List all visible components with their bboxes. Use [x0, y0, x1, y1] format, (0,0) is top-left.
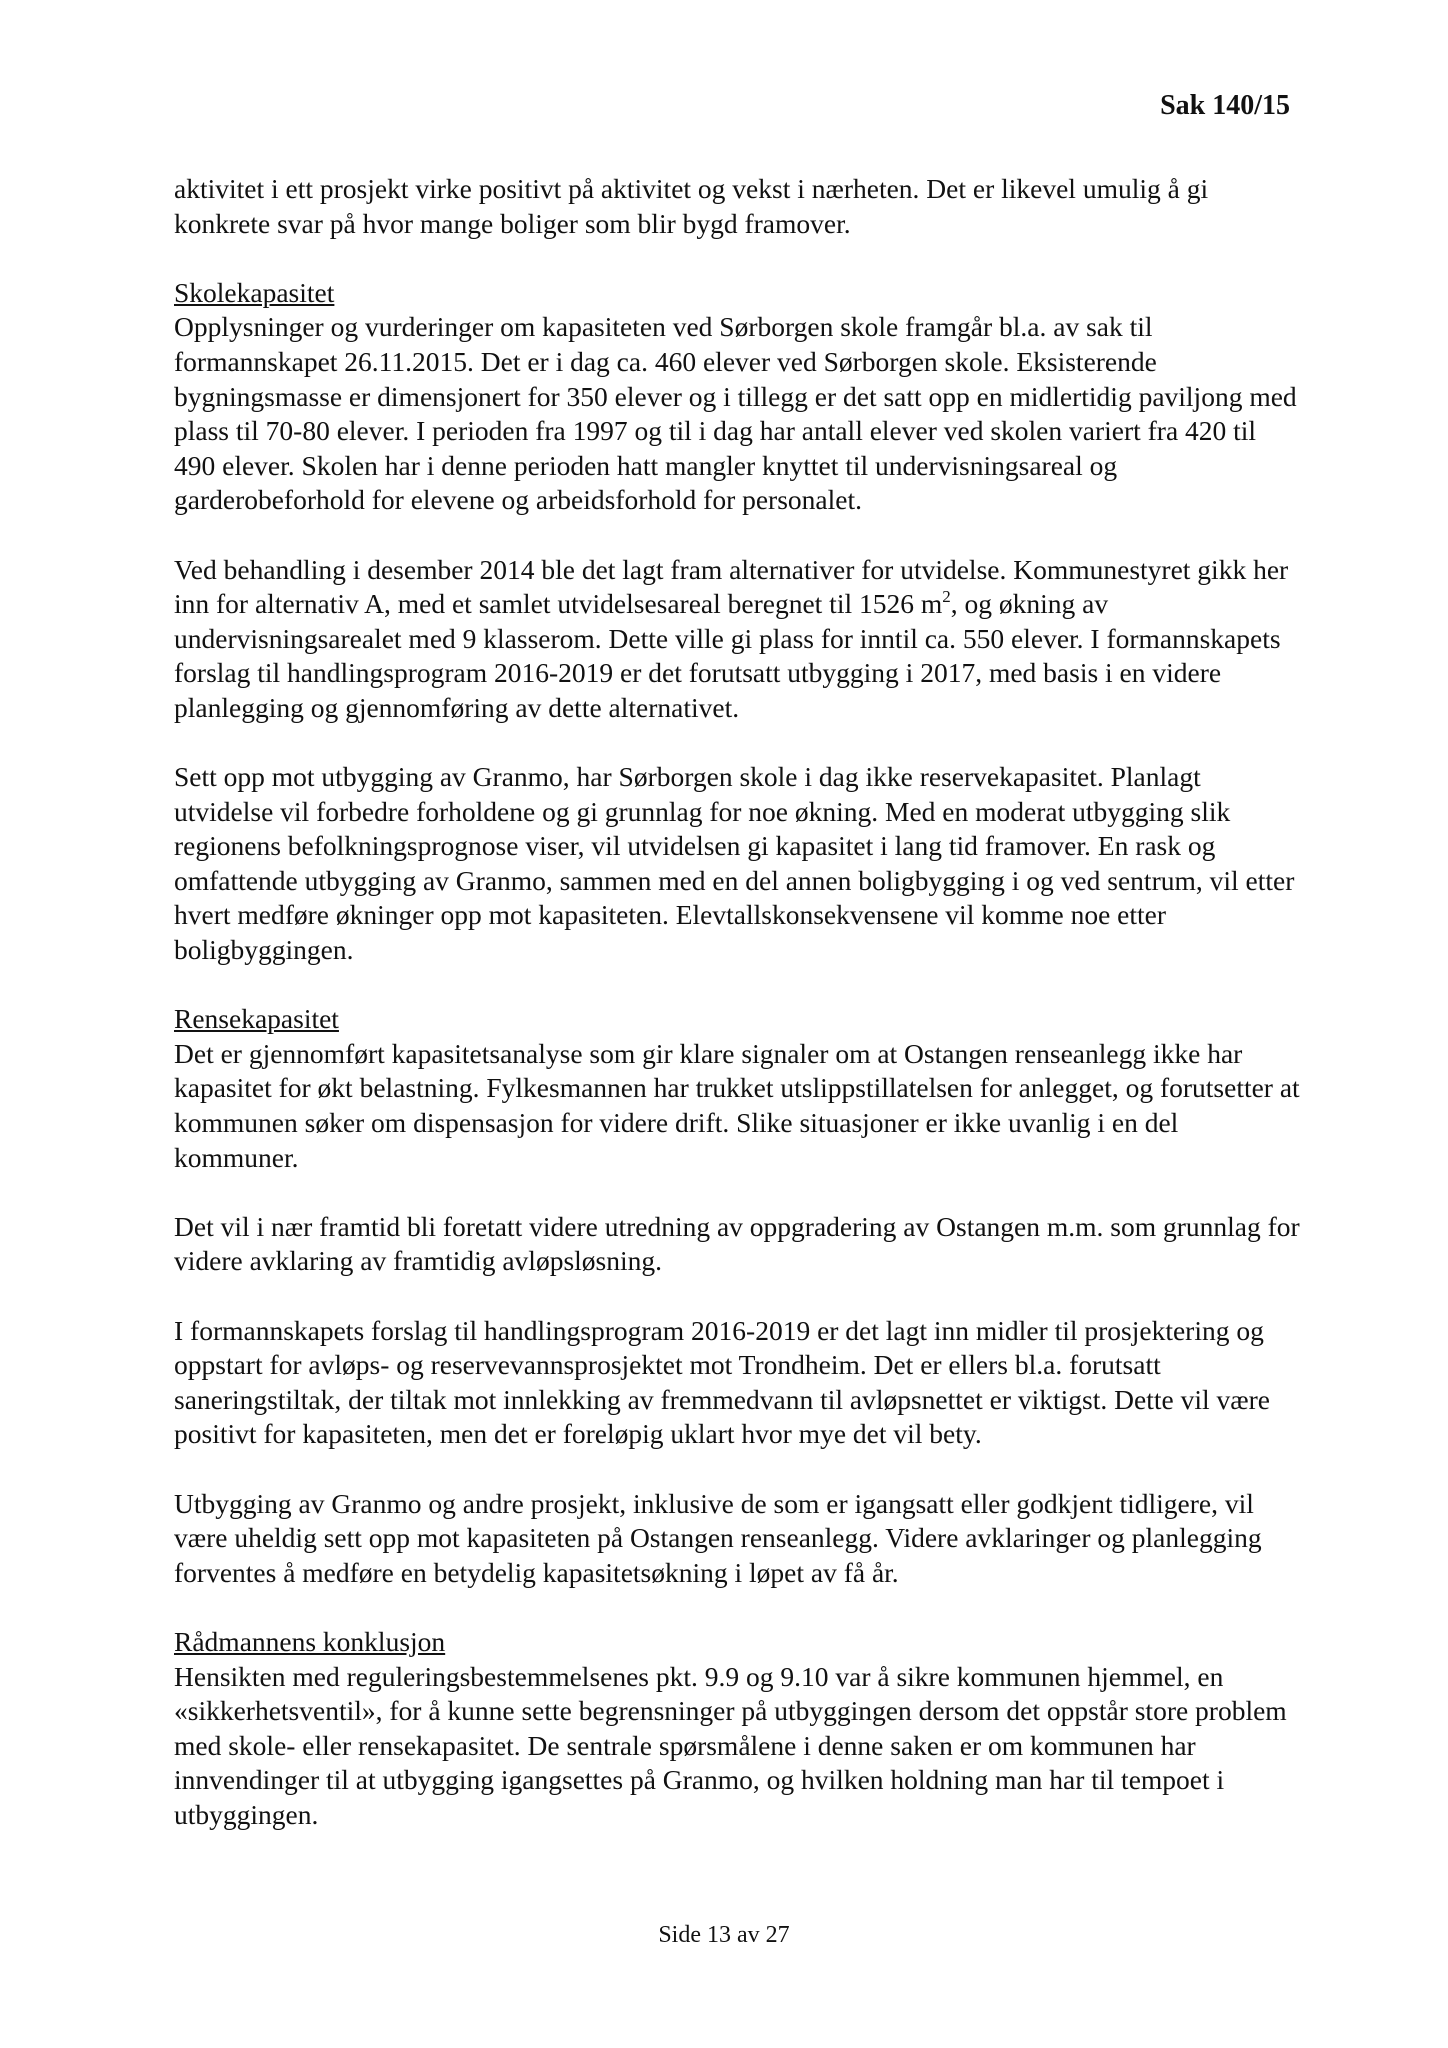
heading-rensekapasitet: Rensekapasitet	[174, 1003, 339, 1035]
intro-paragraph: aktivitet i ett prosjekt virke positivt på aktivitet og vekst i nærheten. Det er likevel umulig å gi konkrete svar på hvor mange boliger som blir bygd framover.	[174, 173, 1209, 239]
page-number: Side 13 av 27	[658, 1922, 790, 1948]
heading-skolekapasitet: Skolekapasitet	[174, 276, 335, 308]
rensekapasitet-paragraph-1: Det er gjennomført kapasitetsanalyse som gir klare signaler om at Ostangen renseanlegg ikke har kapasitet for økt belastning. Fylkesmannen har trukket utslippstillatelsen for anlegget, og forutsetter at kommunen søker om dispensasjon for videre drift. Slike situasjoner er ikke uvanlig i en del kommuner.	[174, 1037, 1300, 1173]
skolekapasitet-paragraph-3: Sett opp mot utbygging av Granmo, har Sørborgen skole i dag ikke reservekapasitet. Planlagt utvidelse vil forbedre forholdene og gi grunnlag for noe økning. Med en moderat utbygging slik regionens befolkningsprognose viser, vil utvidelsen gi kapasitet i lang tid framover. En rask og omfattende utbygging av Granmo, sammen med en del annen boligbygging i og ved sentrum, vil etter hvert medføre økninger opp mot kapasiteten. Elevtallskonsekvensene vil komme noe etter boligbyggingen.	[174, 761, 1295, 966]
skolekapasitet-paragraph-1: Opplysninger og vurderinger om kapasiteten ved Sørborgen skole framgår bl.a. av sak til formannskapet 26.11.2015. Det er i dag ca. 460 elever ved Sørborgen skole. Eksisterende bygningsmasse er dimensjonert for 350 elever og i tillegg er det satt opp en midlertidig paviljong med plass til 70-80 elever. I perioden fra 1997 og til i dag har antall elever ved skolen variert fra 420 til 490 elever. Skolen har i denne perioden hatt mangler knyttet til undervisningsareal og garderobeforhold for elevene og arbeidsforhold for personalet.	[174, 311, 1297, 516]
skolekapasitet-p2-before: Ved behandling i desember 2014 ble det lagt fram alternativer for utvidelse. Kommunestyret gikk her inn for alternativ A, med et samlet utvidelsesareal beregnet til 1526 m	[174, 553, 1289, 620]
konklusjon-paragraph: Hensikten med reguleringsbestemmelsenes pkt. 9.9 og 9.10 var å sikre kommunen hjemmel, en «sikkerhetsventil», for å kunne sette begrensninger på utbyggingen dersom det oppstår store problem med skole- eller rensekapasitet. De sentrale spørsmålene i denne saken er om kommunen har innvendinger til at utbygging igangsettes på Granmo, og hvilken holdning man har til tempoet i utbyggingen.	[174, 1660, 1287, 1830]
document-body	[174, 172, 1304, 1867]
rensekapasitet-paragraph-4: Utbygging av Granmo og andre prosjekt, inklusive de som er igangsatt eller godkjent tidligere, vil være uheldig sett opp mot kapasiteten på Ostangen renseanlegg. Videre avklaringer og planlegging forventes å medføre en betydelig kapasitetsøkning i løpet av få år.	[174, 1487, 1262, 1588]
heading-konklusjon: Rådmannens konklusjon	[174, 1625, 446, 1657]
superscript-2: 2	[942, 587, 951, 607]
skolekapasitet-p2-after: , og økning av undervisningsarealet med 9 klasserom. Dette ville gi plass for inntil ca. 550 elever. I formannskapets forslag til handlingsprogram 2016-2019 er det forutsatt utbygging i 2017, med basis i en videre planlegging og gjennomføring av dette alternativet.	[174, 588, 1281, 723]
case-number: Sak 140/15	[1160, 90, 1290, 121]
skolekapasitet-paragraph-2	[174, 553, 1304, 726]
rensekapasitet-paragraph-2: Det vil i nær framtid bli foretatt videre utredning av oppgradering av Ostangen m.m. som grunnlag for videre avklaring av framtidig avløpsløsning.	[174, 1210, 1300, 1277]
rensekapasitet-paragraph-3: I formannskapets forslag til handlingsprogram 2016-2019 er det lagt inn midler til prosjektering og oppstart for avløps- og reservevannsprosjektet mot Trondheim. Det er ellers bl.a. forutsatt saneringstiltak, der tiltak mot innlekking av fremmedvann til avløpsnettet er viktigst. Dette vil være positivt for kapasiteten, men det er foreløpig uklart hvor mye det vil bety.	[174, 1314, 1270, 1450]
